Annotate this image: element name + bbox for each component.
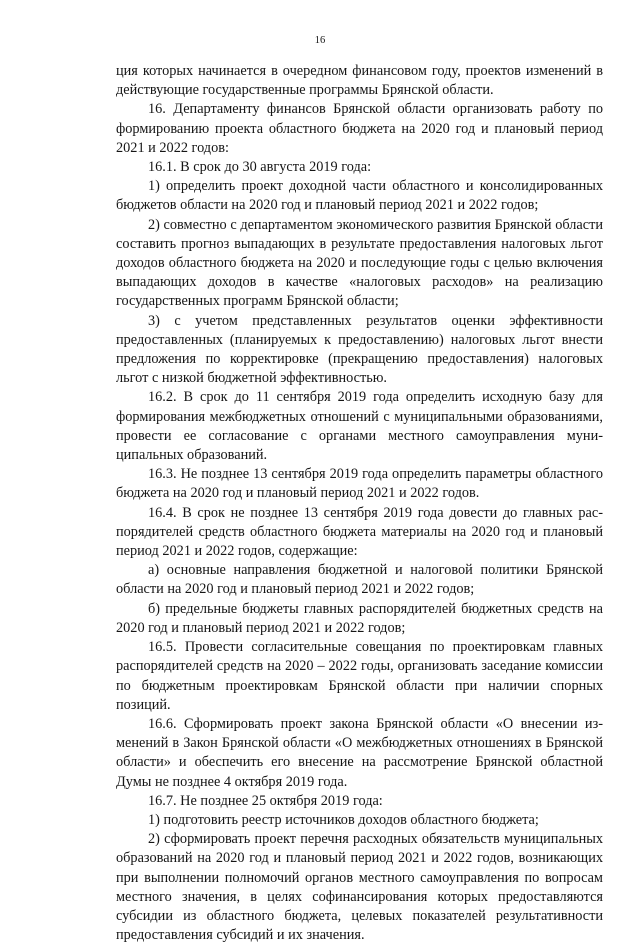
paragraph-item-16-1-1: 1) определить проект доходной части областного и консолидированных бюджетов области на 2020 год и плановый период 2021 и 2022 годов; xyxy=(116,178,603,214)
paragraph-item-16-1-2: 2) совместно с департаментом экономического развития Брянской области составить прогноз выпадающих в результате предоставления налоговых льгот доходов областного бюджета на 2020 и последующие годы с целью включения выпадающих доходов в качестве «налоговых расходов» на реализацию государственных программ Брянской области; xyxy=(116,216,603,310)
paragraph-item-16-7-1: 1) подготовить реестр источников доходов областного бюджета; xyxy=(148,811,539,828)
page-number: 16 xyxy=(314,35,326,46)
paragraph-item-16-1: 16.1. В срок до 30 августа 2019 года: xyxy=(148,159,372,176)
paragraph-item-16-1-3: 3) с учетом представленных результатов оценки эффективности предоставленных (планируемых к предоставлению) налоговых льгот внести предложения по корректировке (прекращению предоставления) налоговых льгот с низкой бюджетной эффективностью. xyxy=(116,312,603,387)
paragraph-item-16-4-b: б) предельные бюджеты главных распорядителей бюджетных средств на 2020 год и плановый период 2021 и 2022 годов; xyxy=(116,600,603,636)
paragraph-item-16: 16. Департаменту финансов Брянской области организовать работу по формированию проекта областного бюджета на 2020 год и плановый период 2021 и 2022 годов: xyxy=(116,101,603,156)
paragraph-item-16-2: 16.2. В срок до 11 сентября 2019 года определить исходную базу для формирования межбюджетных отношений с муниципальными образованиями, провести ее согласование с органами местного самоуправления муниципальных образований. xyxy=(116,389,603,464)
paragraph-item-16-7: 16.7. Не позднее 25 октября 2019 года: xyxy=(148,792,383,809)
paragraph-continuation: ция которых начинается в очередном финансовом году, проектов изменений в действующие государственные программы Брянской области. xyxy=(116,63,603,99)
paragraph-item-16-7-2: 2) сформировать проект перечня расходных обязательств муниципальных образований на 2020 год и плановый период 2021 и 2022 годов, возникающих при выполнении полномочий органов местного самоуправления по вопросам местного значения, в целях софинансирования которых предоставляются субсидии из областного бюджета, целевых показателей результативности предоставления субсидий и их значения. xyxy=(116,831,603,944)
paragraph-item-16-4: 16.4. В срок не позднее 13 сентября 2019 года довести до главных распорядителей средств областного бюджета материалы на 2020 год и плановый период 2021 и 2022 годов, содержащие: xyxy=(116,504,603,560)
paragraph-item-16-3: 16.3. Не позднее 13 сентября 2019 года определить параметры областного бюджета на 2020 год и плановый период 2021 и 2022 годов. xyxy=(116,466,603,502)
document-body xyxy=(116,62,603,945)
paragraph-item-16-4-a: а) основные направления бюджетной и налоговой политики Брянской области на 2020 год и плановый период 2021 и 2022 годов; xyxy=(116,562,603,598)
paragraph-item-16-6: 16.6. Сформировать проект закона Брянской области «О внесении изменений в Закон Брянской области «О межбюджетных отношениях в Брянской области» и обеспечить его внесение на рассмотрение Брянской областной Думы не позднее 4 октября 2019 года. xyxy=(116,715,603,790)
paragraph-item-16-5: 16.5. Провести согласительные совещания по проектировкам главных распорядителей средств на 2020 – 2022 годы, организовать заседание комиссии по бюджетным проектировкам Брянской области при наличии спорных позиций. xyxy=(116,639,603,713)
